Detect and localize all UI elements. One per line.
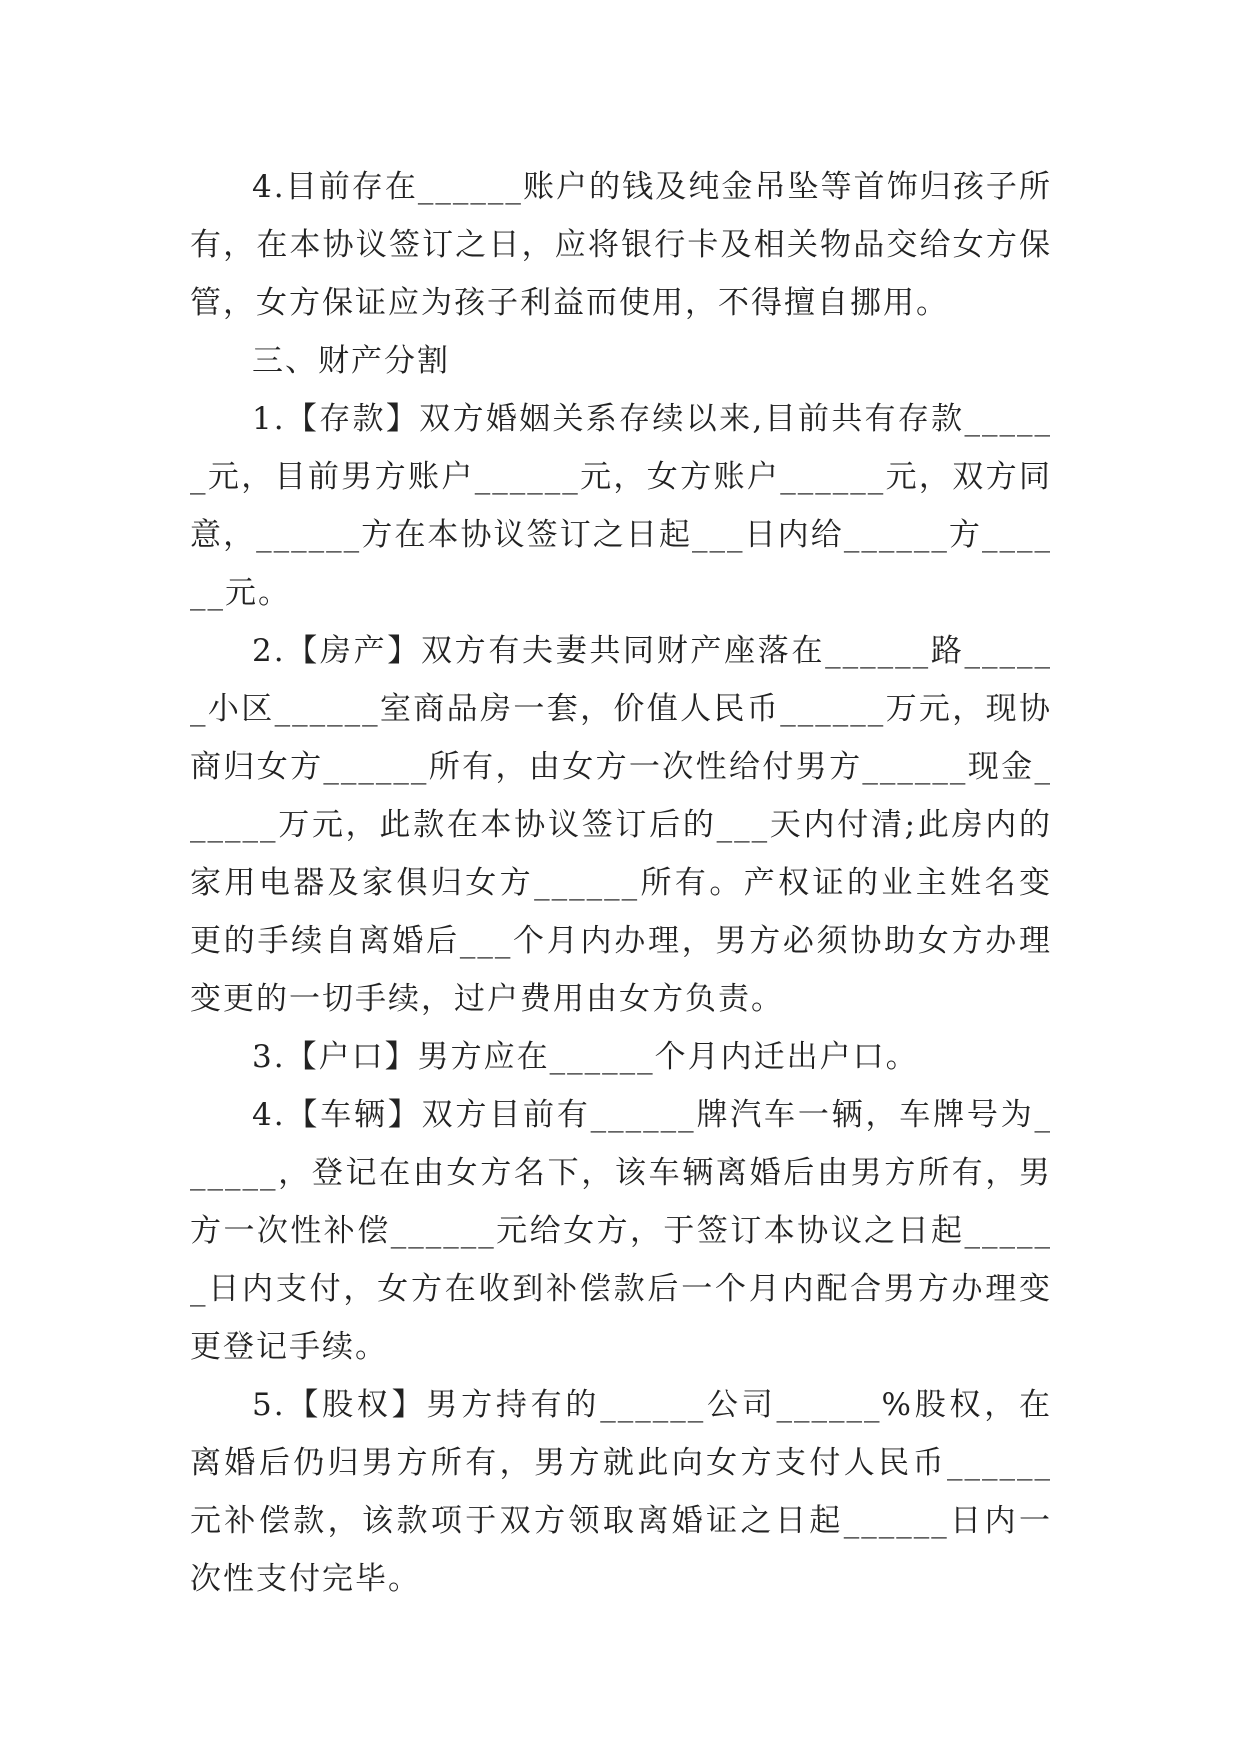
clause-3-household-registration: 3.【户口】男方应在______个月内迁出户口。 (252, 1039, 919, 1075)
clause-4-child-savings: 4.目前存在______账户的钱及纯金吊坠等首饰归孩子所有，在本协议签订之日，应将银行卡及相关物品交给女方保管，女方保证应为孩子利益而使用，不得擅自挪用。 (190, 169, 1052, 321)
section-heading-property-division: 三、财产分割 (252, 343, 450, 379)
document-body (190, 158, 1052, 1608)
clause-1-deposits: 1.【存款】双方婚姻关系存续以来,目前共有存款______元，目前男方账户______元，女方账户______元，双方同意，______方在本协议签订之日起___日内给______方______元。 (190, 401, 1052, 611)
clause-5-equity: 5.【股权】男方持有的______公司______%股权，在离婚后仍归男方所有，男方就此向女方支付人民币______元补偿款，该款项于双方领取离婚证之日起______日内一次性支付完毕。 (190, 1387, 1052, 1597)
clause-4-vehicle: 4.【车辆】双方目前有______牌汽车一辆，车牌号为______，登记在由女方名下，该车辆离婚后由男方所有，男方一次性补偿______元给女方，于签订本协议之日起______日内支付，女方在收到补偿款后一个月内配合男方办理变更登记手续。 (190, 1097, 1052, 1365)
clause-2-real-estate: 2.【房产】双方有夫妻共同财产座落在______路______小区______室商品房一套，价值人民币______万元，现协商归女方______所有，由女方一次性给付男方______现金______万元，此款在本协议签订后的___天内付清;此房内的家用电器及家俱归女方______所有。产权证的业主姓名变更的手续自离婚后___个月内办理，男方必须协助女方办理变更的一切手续，过户费用由女方负责。 (190, 633, 1052, 1017)
